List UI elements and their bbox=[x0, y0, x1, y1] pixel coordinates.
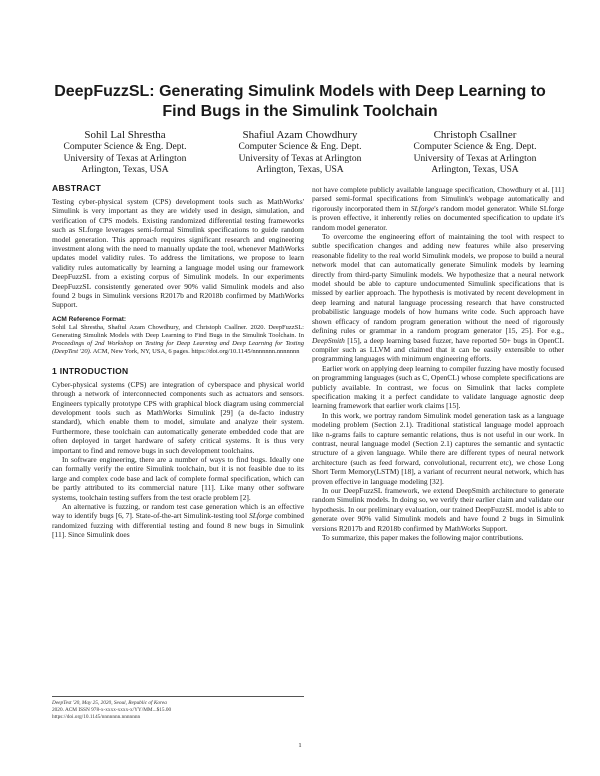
acm-reference-authors: Sohil Lal Shrestha, Shafiul Azam Chowdhury, and Christoph Csallner. 2020. DeepFuzzSL: Generating Simulink Models with Deep Learning to Find Bugs in the Simulink Toolchain. In bbox=[52, 323, 304, 340]
right-paragraph-3: In this work, we portray random Simulink model generation task as a language modeling problem (Section 2.1). Traditional statistical language model approach like n-grams fails to capture semantic relations, thus is not useful in our work. In contrast, neural language model (Section 2.1) captures the semantic and syntactic structure of a given language. While there are different types of neural network architecture (such as feed forward, convolutional, recurrent etc), we chose Long Short Term Memory(LSTM) [18], a variant of recurrent neural network, which has proven effective in language modeling [32]. bbox=[312, 410, 564, 486]
right-paragraph-1 bbox=[312, 232, 564, 364]
author-location: Arlington, Texas, USA bbox=[256, 165, 344, 175]
author-university: University of Texas at Arlington bbox=[63, 153, 187, 164]
right-p0-start: not have complete publicly available language specification, Chowdhury et al. [11] parsed semi-formal specifications from Simulink's webpage automatically and rigorously incorporated them in bbox=[312, 185, 564, 213]
author-name: Christoph Csallner bbox=[433, 129, 517, 141]
acm-reference-heading: ACM Reference Format: bbox=[52, 315, 127, 323]
author-dept: Computer Science & Eng. Dept. bbox=[238, 142, 362, 152]
author-dept: Computer Science & Eng. Dept. bbox=[63, 142, 187, 152]
right-paragraph-5: To summarize, this paper makes the following major contributions. bbox=[322, 533, 524, 543]
author-location: Arlington, Texas, USA bbox=[431, 165, 519, 175]
deepsmith-term: DeepSmith bbox=[312, 335, 345, 345]
intro-paragraph-1: Cyber-physical systems (CPS) are integration of cyberspace and physical world through a network of interconnected components such as actuators and sensors. Engineers typically prototype CPS with graphical block diagram using commercial development tools such as MathWorks Simulink [29] (a de-facto industry standard), which enable them to model, simulate and analyze their system. Furthermore, these toolchain can automatically generate embedded code that are often deployed in target hardware of safety critical systems. It is thus very important to find and remove bugs in such development toolchains. bbox=[52, 379, 304, 455]
abstract-heading: ABSTRACT bbox=[52, 183, 102, 193]
footnote-doi: https://doi.org/10.1145/nnnnnnn.nnnnnnn bbox=[52, 713, 141, 720]
slforge-term: SLforge bbox=[249, 511, 273, 521]
author-name: Sohil Lal Shrestha bbox=[84, 129, 166, 141]
right-column bbox=[312, 185, 564, 542]
author-university: University of Texas at Arlington bbox=[238, 153, 362, 164]
intro-p3-end: combined randomized fuzzing with differential testing and found 8 new bugs in Simulink [11]. Since Simulink does bbox=[52, 511, 304, 540]
author-university: University of Texas at Arlington bbox=[413, 153, 537, 164]
intro-paragraph-3 bbox=[52, 502, 304, 540]
right-paragraph-4: In our DeepFuzzSL framework, we extend DeepSmith architecture to generate random Simulink models. In doing so, we verify their earlier claim and validate our hypothesis. In our preliminary evaluation, our trained DeepFuzzSL model is able to generate over 90% valid Simulink models and have found 2 bugs in Simulink versions R2017b and R2018b confirmed by MathWorks Support. bbox=[312, 486, 564, 533]
acm-reference-venue: Proceedings of 2nd Workshop on Testing for Deep Learning and Deep Learning for Testing (DeepTest '20). bbox=[52, 340, 304, 356]
slforge-term: SLforge bbox=[410, 203, 435, 213]
abstract-text: Testing cyber-physical system (CPS) development tools such as MathWorks' Simulink is very important as they are widely used in design, simulation, and verification of CPS models. Existing randomized differential testing frameworks such as SLforge leverages semi-formal Simulink specifications to guide random model generation. This approach requires significant research and engineering investment along with the need to manually update the tool, whenever MathWorks updates model validity rules. To address the limitations, we propose to learn validity rules automatically by learning a language model using our framework DeepFuzzSL from a existing corpus of Simulink models. In our experiments DeepFuzzSL consistently generated over 90% valid Simulink models and also found 2 bugs in Simulink versions R2017b and R2018b confirmed by MathWorks Support. bbox=[52, 197, 304, 310]
intro-paragraph-2: In software engineering, there are a number of ways to find bugs. Ideally one can formally verify the entire Simulink toolchain, but it is not feasible due to its large and complex code base and lack of complete formal specification, which can be partly attributed to its commercial nature [11]. Like many other software systems, toolchain testing suffers from the test oracle problem [2]. bbox=[52, 454, 304, 502]
author-2 bbox=[215, 128, 385, 177]
author-dept: Computer Science & Eng. Dept. bbox=[413, 142, 537, 152]
acm-reference-text bbox=[52, 324, 304, 357]
author-name: Shafiul Azam Chowdhury bbox=[242, 129, 358, 141]
footnote-venue-text: DeepTest '20, May 25, 2020, Seoul, Republic of Korea bbox=[52, 700, 167, 706]
right-paragraph-0 bbox=[312, 185, 564, 232]
author-1 bbox=[40, 128, 210, 177]
footnote-venue bbox=[52, 700, 304, 707]
right-p1-end: [15], a deep learning based fuzzer, have reported 50+ bugs in OpenCL compiler such as LLVM and claimed that it can be easily extensible to other programming languages with minimum engineering efforts. bbox=[312, 335, 564, 364]
paper-title: DeepFuzzSL: Generating Simulink Models with Deep Learning to Find Bugs in the Simulink Toolchain bbox=[54, 83, 546, 120]
copyright-footnote bbox=[52, 696, 304, 720]
acm-reference-doi: ACM, New York, NY, USA, 6 pages. https://doi.org/10.1145/nnnnnnn.nnnnnnn bbox=[91, 348, 300, 356]
intro-p3-start: An alternative is fuzzing, or random test case generation which is an effective way to identify bugs [6, 7]. State-of-the-art Simulink-testing tool bbox=[52, 501, 304, 521]
left-column bbox=[52, 183, 304, 540]
footnote-issn: 2020. ACM ISSN 978-x-xxxx-xxxx-x/YY/MM...$15.00 bbox=[52, 706, 172, 713]
author-3 bbox=[390, 128, 560, 177]
author-block bbox=[40, 128, 560, 177]
right-p1-start: To overcome the engineering effort of maintaining the tool with respect to subtle specification changes and adding new features while also preserving reasonable fidelity to the real world Simulink models, we propose to build a neural network model that can automatically generate Simulink models by learning directly from third-party Simulink models. We hypothesize that a neural network model should be able to capture undocumented Simulink specifications that is missed by earlier approach. The hypothesis is motivated by recent development in deep learning and natural language processing research that have constructed probabilistic language models of how humans write code. Such approach have shown efficacy of random program generation without the need of rigorously defining rules or grammar in a random program generator [15, 25]. For e.g., bbox=[312, 232, 564, 336]
author-location: Arlington, Texas, USA bbox=[81, 165, 169, 175]
right-p0-end: 's random model generator. While SLforge is proven effective, it inherently relies on documented specification to update it's random model generator. bbox=[312, 203, 565, 232]
introduction-heading: 1 INTRODUCTION bbox=[52, 365, 129, 376]
page-number: 1 bbox=[298, 742, 302, 749]
right-paragraph-2: Earlier work on applying deep learning to compiler fuzzing have mostly focused on programming languages (such as C, OpenCL) whose complete specifications are publicly available. In contrast, we focus on Simulink that lacks complete specification making it a perfect candidate to validate language agnostic deep learning framework that earlier work claims [15]. bbox=[312, 363, 564, 411]
